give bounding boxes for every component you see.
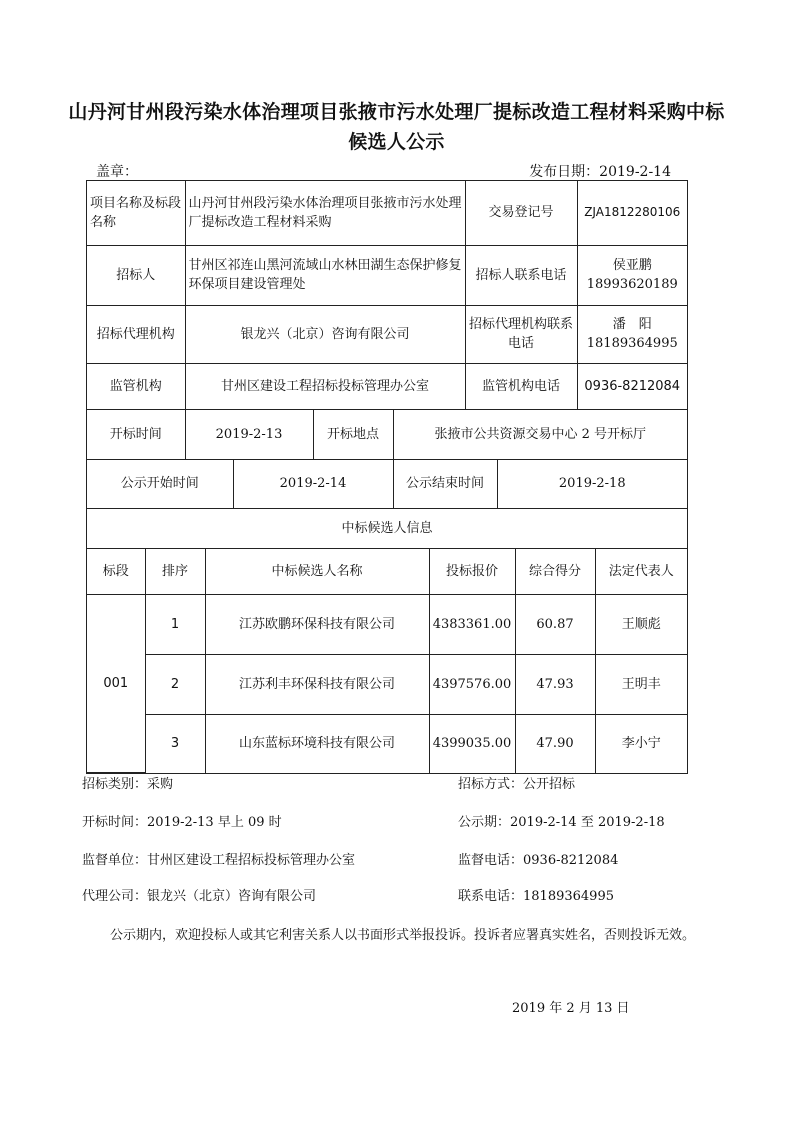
complaint-notice: 公示期内，欢迎投标人或其它利害关系人以书面形式举报投诉。投诉者应署真实姓名，否则投诉无效。 [110,928,696,943]
tenderer-label: 招标人 [87,245,185,305]
footer-method: 招标方式：公开招标 [458,777,576,792]
candidate-rank: 3 [145,715,205,773]
candidate-price: 4383361.00 [429,595,515,655]
candidate-price: 4397576.00 [429,655,515,715]
open-time-value: 2019-2-13 [185,410,313,460]
candidate-rep: 李小宁 [595,715,687,773]
open-place-value: 张掖市公共资源交易中心 2 号开标厅 [393,410,687,460]
header-section: 标段 [87,549,145,595]
header-rank: 排序 [145,549,205,595]
footer-supervisor: 监督单位：甘州区建设工程招标投标管理办公室 [82,853,356,868]
reg-label: 交易登记号 [465,181,577,245]
project-value: 山丹河甘州段污染水体治理项目张掖市污水处理厂提标改造工程材料采购 [185,181,465,245]
agency-phone-label: 招标代理机构联系电话 [465,305,577,363]
agency-phone: 18189364995 [586,336,678,351]
footer-supervisor-phone: 监督电话：0936-8212084 [458,853,619,868]
header-price: 投标报价 [429,549,515,595]
project-row [87,181,687,245]
candidates-heading-row [87,509,687,549]
header-score: 综合得分 [515,549,595,595]
seal-label: 盖章： [96,164,138,180]
candidates-heading: 中标候选人信息 [87,509,687,549]
notice-start-value: 2019-2-14 [233,460,393,508]
reg-value: ZJA1812280106 [577,181,687,245]
announcement-table [86,180,688,774]
candidate-score: 60.87 [515,595,595,655]
tenderer-row [87,245,687,305]
header-rep: 法定代表人 [595,549,687,595]
document-title: 山丹河甘州段污染水体治理项目张掖市污水处理厂提标改造工程材料采购中标候选人公示 [68,101,725,153]
agency-contact-cell [577,305,687,363]
open-time-label: 开标时间 [87,410,185,460]
info-table-notice [87,460,687,509]
agency-contact: 潘 阳 [612,317,652,332]
opening-row [87,410,687,460]
candidates-table [87,509,687,774]
candidate-score: 47.93 [515,655,595,715]
supervisor-label: 监管机构 [87,363,185,409]
tenderer-contact: 侯亚鹏 [612,258,652,273]
supervisor-value: 甘州区建设工程招标投标管理办公室 [185,363,465,409]
project-label: 项目名称及标段名称 [87,181,185,245]
agency-row [87,305,687,363]
table-row [87,715,687,773]
candidate-rep: 王顺彪 [595,595,687,655]
candidates-header-row [87,549,687,595]
tenderer-phone: 18993620189 [586,277,678,292]
candidate-price: 4399035.00 [429,715,515,773]
header-name: 中标候选人名称 [205,549,429,595]
candidate-name: 山东蓝标环境科技有限公司 [205,715,429,773]
publish-date: 发布日期：2019-2-14 [529,164,671,180]
candidate-name: 江苏利丰环保科技有限公司 [205,655,429,715]
supervisor-row [87,363,687,409]
info-table-main [87,181,687,410]
footer-category: 招标类别：采购 [82,777,174,792]
supervisor-phone-label: 监管机构电话 [465,363,577,409]
notice-end-value: 2019-2-18 [497,460,687,508]
footer-agency-phone: 联系电话：18189364995 [458,889,614,904]
supervisor-phone: 0936-8212084 [577,363,687,409]
signature-date: 2019 年 2 月 13 日 [512,1001,630,1016]
table-row [87,595,687,655]
table-row [87,655,687,715]
open-place-label: 开标地点 [313,410,393,460]
candidate-rep: 王明丰 [595,655,687,715]
candidate-score: 47.90 [515,715,595,773]
tenderer-phone-label: 招标人联系电话 [465,245,577,305]
candidate-name: 江苏欧鹏环保科技有限公司 [205,595,429,655]
tenderer-value: 甘州区祁连山黑河流域山水林田湖生态保护修复环保项目建设管理处 [185,245,465,305]
candidate-rank: 1 [145,595,205,655]
candidate-rank: 2 [145,655,205,715]
footer-notice-period: 公示期：2019-2-14 至 2019-2-18 [458,815,665,830]
notice-end-label: 公示结束时间 [393,460,497,508]
info-table-opening [87,410,687,461]
footer-agency: 代理公司：银龙兴（北京）咨询有限公司 [82,889,317,904]
footer-open-time: 开标时间：2019-2-13 早上 09 时 [82,815,282,830]
tenderer-contact-cell [577,245,687,305]
notice-row [87,460,687,508]
section-number: 001 [87,595,145,773]
agency-label: 招标代理机构 [87,305,185,363]
notice-start-label: 公示开始时间 [87,460,233,508]
agency-value: 银龙兴（北京）咨询有限公司 [185,305,465,363]
